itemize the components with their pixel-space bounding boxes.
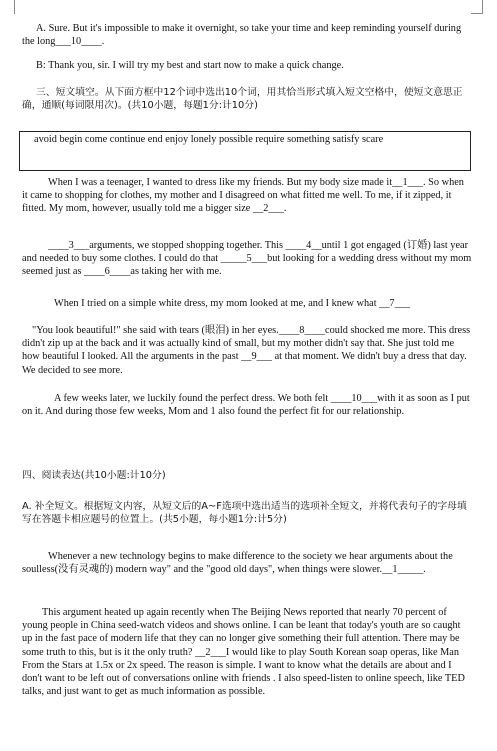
word-box-text: avoid begin come continue end enjoy lonely possible require something satisfy scare xyxy=(34,134,384,145)
section4-heading: 四、阅读表达(共10小题:计10分) xyxy=(22,470,166,481)
section3-paragraph-2: ____3___arguments, we stopped shopping together. This ____4__until 1 got engaged (订婚) last year and needed to buy some clothes. I could do that _____5___but looking for a wedding dress without my mom seemed just as ____6____as taking her with me. xyxy=(22,240,472,278)
section4-paragraph-1: Whenever a new technology begins to make difference to the society we hear arguments about the soulless(没有灵魂的) modern way" and the "good old days", when things were slower.__1_____. xyxy=(22,551,453,576)
section4-paragraph-2: This argument heated up again recently when The Beijing News reported that nearly 70 percent of young people in China seed-watch videos and shows online. I can be leant that today's youth are so caught up in the fast pace of modern life that they can no longer give something their full attention. There may be some truth to this, but is it the only truth? __2___I would like to play South Korean soap operas, like Man From the Stars at 1.5x or 2x speed. The reason is simple. I want to know what the details are about and I don't want to be left out of conversations online with friends . I also speed-listen to online speech, like TED talks, and just want to get as much information as possible. xyxy=(22,607,465,698)
section4-sub-heading: A. 补全短文。根据短文内容，从短文后的A~F选项中选出适当的选项补全短文，并将代表句子的字母填写在答题卡相应题号的位置上。(共5小题，每小题1分:计5分) xyxy=(22,501,467,526)
section3-paragraph-3: When I tried on a simple white dress, my mom looked at me, and I knew what __7___ xyxy=(54,298,411,309)
dialogue-line-b: B: Thank you, sir. I will try my best and start now to make a quick change. xyxy=(36,60,344,71)
section3-paragraph-5: A few weeks later, we luckily found the perfect dress. We both felt ____10___with it as soon as I put on it. And during those few weeks, Mom and 1 also found the perfect fit for our relationship. xyxy=(22,393,470,418)
section3-heading: 三、短文填空。从下面方框中12个词中选出10个词，用其恰当形式填入短文空格中，使短文意思正确，通顺(每词限用次)。(共10小题，每题1分:计10分) xyxy=(22,87,463,112)
crop-mark-right xyxy=(482,0,483,14)
crop-mark-left xyxy=(14,0,15,14)
crop-mark-right-horizontal xyxy=(471,13,483,14)
section3-paragraph-4: "You look beautiful!" she said with tears (眼泪) in her eyes.____8____could shocked me more. This dress didn't zip up at the back and it was actually kind of small, but my mother didn't say that. She just told me how beautiful I looked. All the arguments in the past __9___ at that moment. We didn't buy a dress that day. We decided to see more. xyxy=(22,325,471,376)
word-box xyxy=(19,131,471,171)
dialogue-line-a: A. Sure. But it's impossible to make it overnight, so take your time and keep reminding yourself during the long___10____. xyxy=(22,23,462,48)
section3-paragraph-1: When I was a teenager, I wanted to dress like my friends. But my body size made it__1___. So when it came to shopping for clothes, my mother and I disagreed on what fitted me well. To me, if it zipped, it fitted. My mom, however, usually told me a bigger size __2___. xyxy=(22,177,464,215)
